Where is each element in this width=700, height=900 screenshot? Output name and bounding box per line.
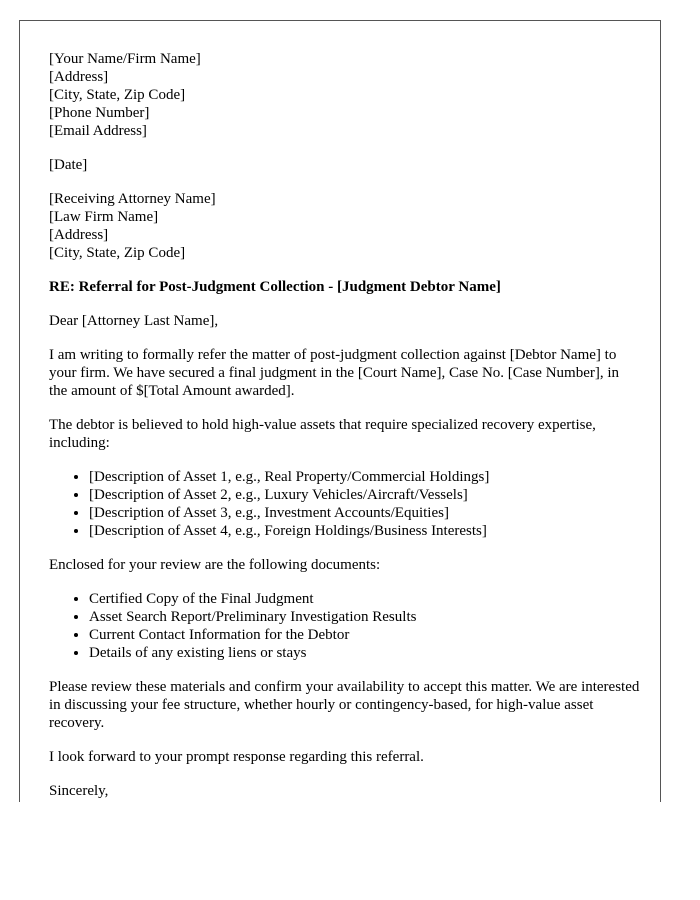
sender-name: [Your Name/Firm Name]: [49, 51, 201, 67]
sender-phone: [Phone Number]: [49, 105, 150, 121]
list-item: • Details of any existing liens or stays: [89, 644, 641, 662]
closing-paragraph: I look forward to your prompt response regarding this referral.: [49, 749, 424, 765]
list-item: • [Description of Asset 1, e.g., Real Property/Commercial Holdings]: [89, 468, 641, 486]
sender-block: [49, 50, 641, 140]
letter-page: [19, 20, 661, 802]
assets-intro-paragraph: The debtor is believed to hold high-value assets that require specialized recovery expertise, including:: [49, 417, 596, 451]
signoff: Sincerely,: [49, 783, 109, 799]
list-item: • Asset Search Report/Preliminary Investigation Results: [89, 608, 641, 626]
sender-email: [Email Address]: [49, 123, 147, 139]
salutation: Dear [Attorney Last Name],: [49, 313, 219, 329]
list-item: • [Description of Asset 3, e.g., Investment Accounts/Equities]: [89, 504, 641, 522]
recipient-city-state-zip: [City, State, Zip Code]: [49, 245, 186, 261]
date-block: [49, 156, 641, 174]
assets-list: [49, 468, 641, 540]
recipient-address: [Address]: [49, 227, 109, 243]
sender-city-state-zip: [City, State, Zip Code]: [49, 87, 186, 103]
list-item: • Current Contact Information for the Debtor: [89, 626, 641, 644]
documents-list: [49, 590, 641, 662]
enclosed-intro-paragraph: Enclosed for your review are the following documents:: [49, 557, 381, 573]
recipient-block: [49, 190, 641, 262]
recipient-firm: [Law Firm Name]: [49, 209, 159, 225]
list-item: • [Description of Asset 2, e.g., Luxury Vehicles/Aircraft/Vessels]: [89, 486, 641, 504]
intro-paragraph: I am writing to formally refer the matter of post-judgment collection against [Debtor Name] to your firm. We have secured a final judgment in the [Court Name], Case No. [Case Number], in the amount of $[Total Amount awarded].: [49, 347, 620, 399]
request-paragraph: Please review these materials and confirm your availability to accept this matter. We are interested in discussing your fee structure, whether hourly or contingency-based, for high-value asset recovery.: [49, 679, 640, 731]
letter-date: [Date]: [49, 157, 88, 173]
recipient-name: [Receiving Attorney Name]: [49, 191, 216, 207]
sender-address: [Address]: [49, 69, 109, 85]
letter-body: [49, 50, 641, 802]
subject-line: RE: Referral for Post-Judgment Collection - [Judgment Debtor Name]: [49, 279, 501, 295]
list-item: • [Description of Asset 4, e.g., Foreign Holdings/Business Interests]: [89, 522, 641, 540]
list-item: • Certified Copy of the Final Judgment: [89, 590, 641, 608]
